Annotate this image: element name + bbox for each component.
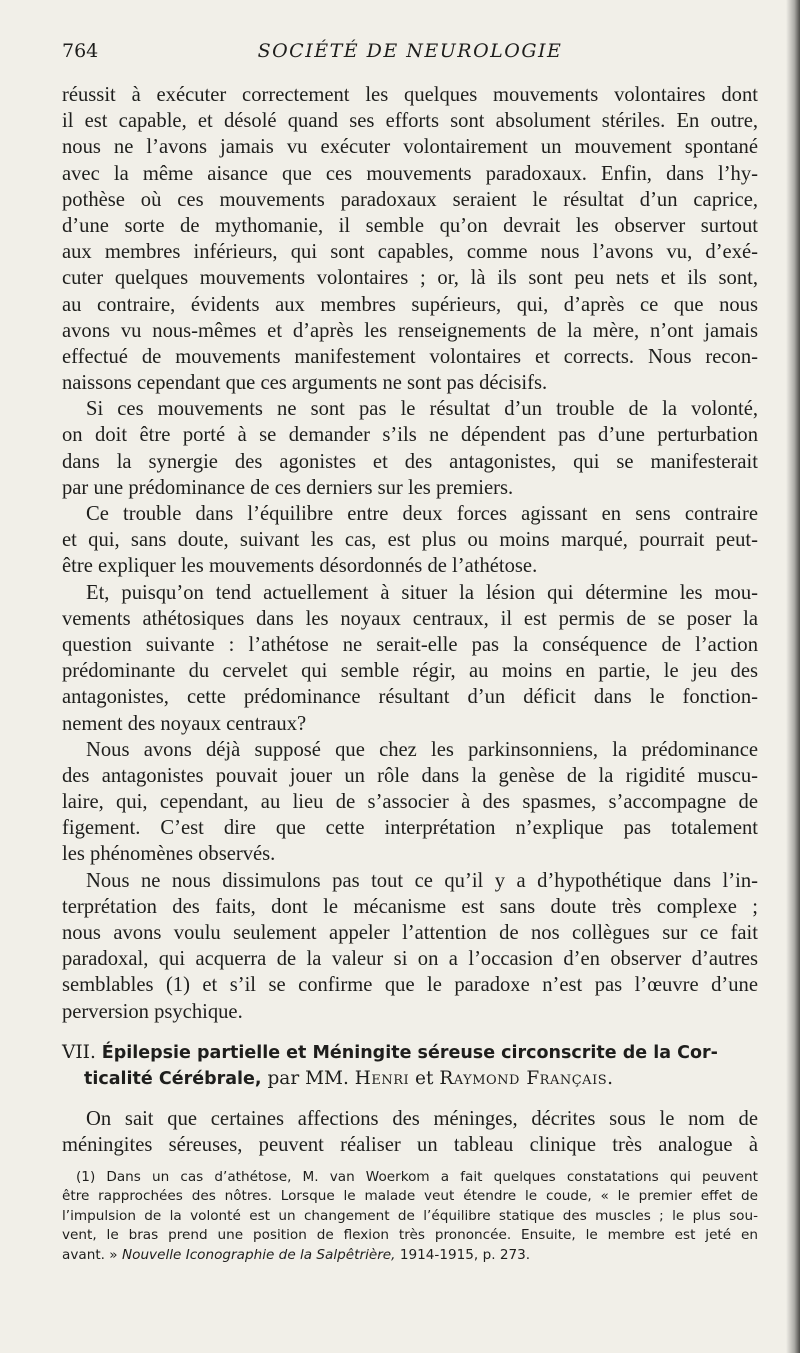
journal-title: SOCIÉTÉ DE NEUROLOGIE	[257, 40, 563, 62]
text-line: et qui, sans doute, suivant les cas, est plus ou moins marqué, pourrait peut-	[62, 529, 758, 552]
text-line: les phénomènes observés.	[62, 843, 276, 866]
text-line: On sait que certaines affections des méninges, décrites sous le nom de	[86, 1108, 758, 1130]
text-line: paradoxal, qui acquerra de la valeur si on a l’occasion d’en observer d’autres	[62, 948, 758, 971]
section-title-part2: ticalité Cérébrale,	[84, 1069, 262, 1089]
text-line: méningites séreuses, peuvent réaliser un tableau clinique très analogue à	[62, 1134, 758, 1157]
text-line: nous ne l’avons jamais vu exécuter volontairement un mouvement spontané	[62, 136, 758, 159]
text-line: par une prédominance de ces derniers sur les premiers.	[62, 476, 514, 499]
footnote-suffix: 1914-1915, p. 273.	[399, 1246, 531, 1263]
text-line: naissons cependant que ces arguments ne sont pas décisifs.	[62, 372, 548, 395]
text-line: au contraire, évidents aux membres supérieurs, qui, d’après ce que nous	[62, 293, 758, 316]
text-line: réussit à exécuter correctement les quelques mouvements volontaires dont	[62, 84, 758, 106]
text-line: nous avons voulu seulement appeler l’attention de nos collègues sur ce fait	[62, 922, 758, 944]
text-line: avec la même aisance que ces mouvements paradoxaux. Enfin, dans l’hy-	[62, 162, 758, 185]
text-line: il est capable, et désolé quand ses efforts sont absolument stériles. En outre,	[62, 110, 758, 133]
page-edge-shadow	[786, 0, 800, 1353]
section-heading-line	[62, 1040, 758, 1066]
section-title-part1: Épilepsie partielle et Méningite séreuse circonscrite de la Cor-	[101, 1043, 718, 1063]
text-line: Ce trouble dans l’équilibre entre deux forces agissant en sens contraire	[86, 503, 758, 525]
section-heading-line	[62, 1066, 758, 1092]
footnote-line: vent, le bras prend une position de flexion très prononcée. Ensuite, le membre est jeté en	[62, 1227, 758, 1244]
running-header	[62, 40, 758, 66]
footnote-line: être rapprochées des nôtres. Lorsque le malade veut étendre le coude, « le premier effet de	[62, 1188, 758, 1205]
text-line: perversion psychique.	[62, 1000, 243, 1023]
text-line: question suivante : l’athétose ne serait-elle pas la conséquence de l’action	[62, 633, 758, 656]
page-number: 764	[62, 40, 99, 62]
text-line: laire, qui, cependant, au lieu de s’associer à des spasmes, s’accompagne de	[62, 791, 758, 814]
text-line: effectué de mouvements manifestement volontaires et corrects. Nous recon-	[62, 345, 758, 368]
section-author1: Henri	[354, 1068, 410, 1089]
section-author2: Raymond Français.	[439, 1068, 614, 1089]
text-line: prédominante du cervelet qui semble régir, au moins en partie, le jeu des	[62, 660, 758, 683]
text-line: vements athétosiques dans les noyaux centraux, il est permis de se poser la	[62, 607, 758, 630]
footnote-prefix: avant. »	[62, 1246, 118, 1263]
footnote-citation: Nouvelle Iconographie de la Salpêtrière,	[121, 1246, 396, 1263]
text-line: nement des noyaux centraux?	[62, 712, 307, 735]
section-body-text	[62, 1106, 758, 1158]
text-line: terprétation des faits, dont le mécanisme est sans doute très complexe ;	[62, 895, 758, 918]
footnote-line: (1) Dans un cas d’athétose, M. van Woerkom a fait quelques constatations qui peuvent	[76, 1169, 758, 1185]
section-and: et	[415, 1068, 434, 1089]
text-line: figement. C’est dire que cette interprétation n’explique pas totalement	[62, 817, 758, 840]
body-text	[62, 82, 758, 1025]
text-line: pothèse où ces mouvements paradoxaux seraient le résultat d’un caprice,	[62, 188, 758, 211]
text-line: on doit être porté à se demander s’ils ne dépendent pas d’une perturbation	[62, 424, 758, 447]
section-heading	[62, 1040, 758, 1092]
text-line: avons vu nous-mêmes et d’après les renseignements de la mère, n’ont jamais	[62, 319, 758, 342]
text-line: Nous ne nous dissimulons pas tout ce qu’il y a d’hypothétique dans l’in-	[86, 869, 758, 892]
text-line: être expliquer les mouvements désordonnés de l’athétose.	[62, 555, 538, 578]
text-line: Nous avons déjà supposé que chez les parkinsonniens, la prédominance	[86, 738, 758, 761]
footnote	[62, 1168, 758, 1265]
text-line: cuter quelques mouvements volontaires ; or, là ils sont peu nets et ils sont,	[62, 267, 758, 290]
text-line: antagonistes, cette prédominance résultant d’un déficit dans le fonction-	[62, 686, 758, 709]
section-number: VII.	[62, 1042, 96, 1063]
text-line: Si ces mouvements ne sont pas le résultat d’un trouble de la volonté,	[86, 398, 758, 421]
footnote-line: l’impulsion de la volonté est un changement de l’équilibre statique des muscles ; le plus sou-	[62, 1207, 758, 1224]
text-line: d’une sorte de mythomanie, il semble qu’on devrait les observer surtout	[62, 214, 758, 237]
text-line: des antagonistes pouvait jouer un rôle dans la genèse de la rigidité muscu-	[62, 764, 758, 787]
text-line: Et, puisqu’on tend actuellement à situer la lésion qui détermine les mou-	[86, 581, 758, 604]
text-line: semblables (1) et s’il se confirme que le paradoxe n’est pas l’œuvre d’une	[62, 974, 758, 997]
section-by: par MM.	[267, 1068, 349, 1089]
footnote-line	[62, 1246, 758, 1265]
text-line: aux membres inférieurs, qui sont capables, comme nous l’avons vu, d’exé-	[62, 241, 758, 264]
text-line: dans la synergie des agonistes et des antagonistes, qui se manifesterait	[62, 450, 758, 473]
